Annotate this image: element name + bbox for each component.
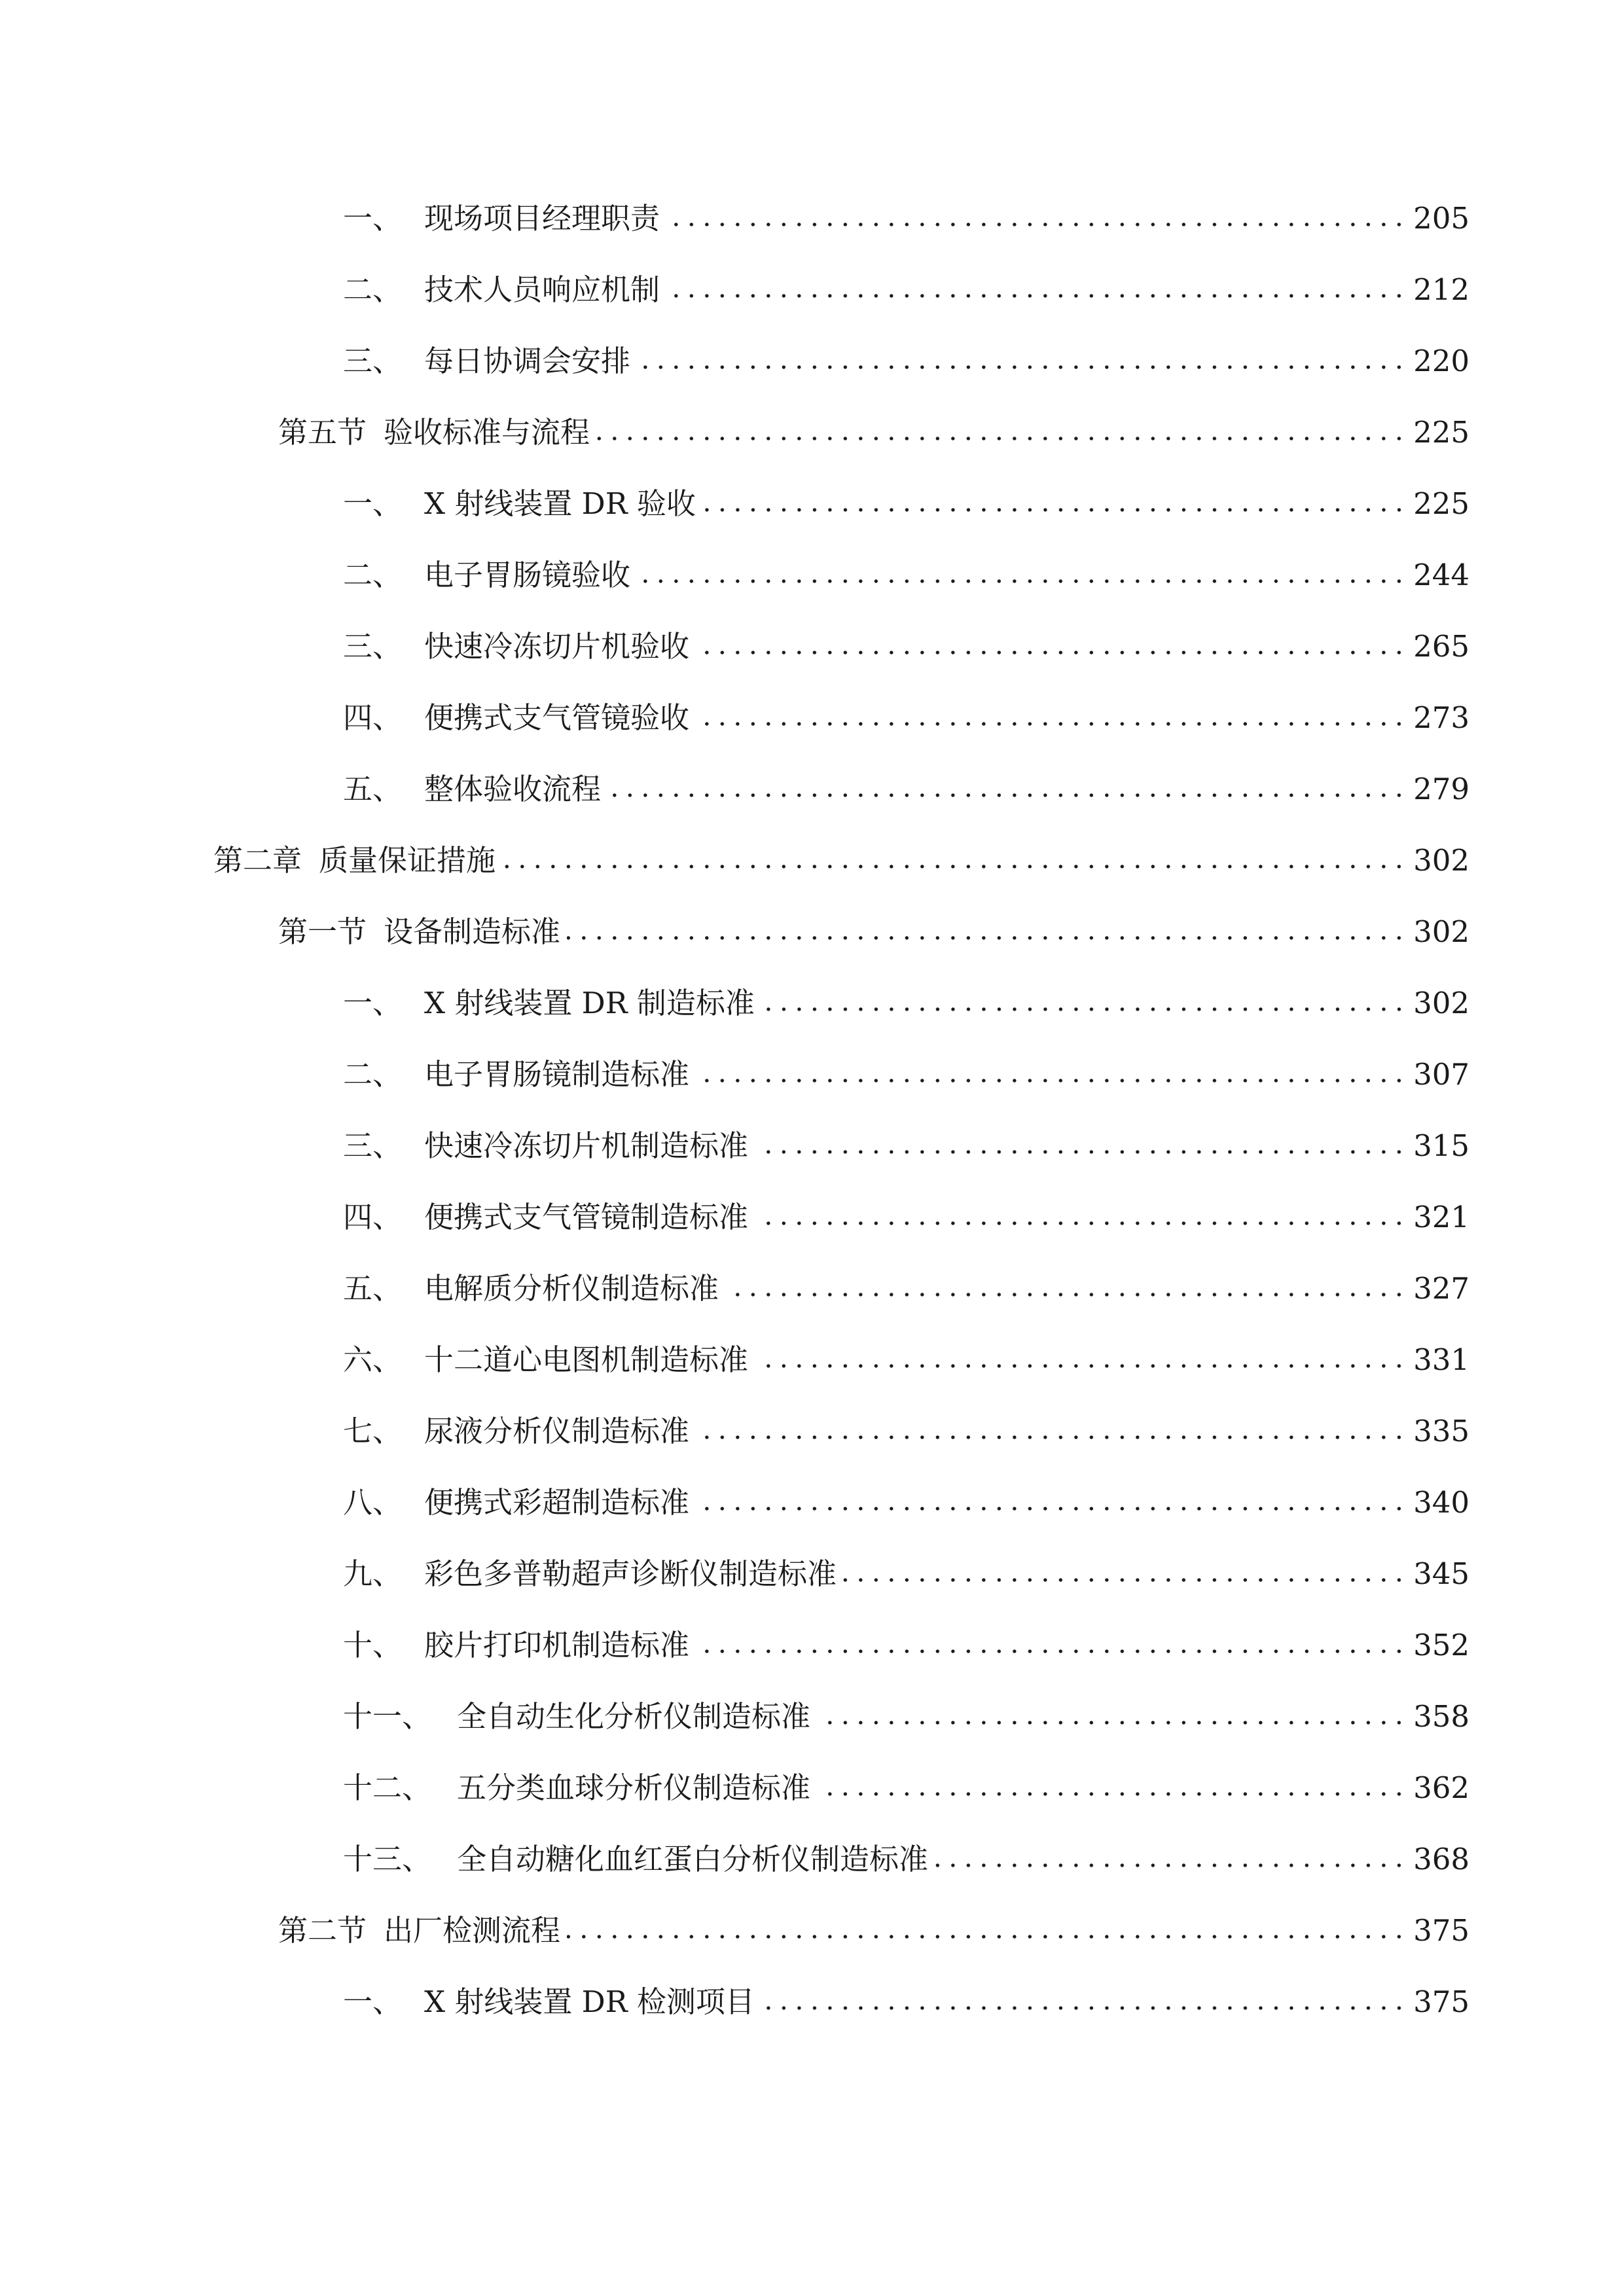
toc-entry-title: 快速冷冻切片机验收 — [424, 629, 690, 664]
toc-entry-page: 358 — [1413, 1699, 1470, 1734]
dot-leader — [817, 1719, 1407, 1727]
toc-entry-number: 二、 — [343, 558, 403, 592]
toc-entry-page: 368 — [1413, 1842, 1470, 1876]
dot-leader — [637, 577, 1407, 585]
toc-entry-title: 电子胃肠镜验收 — [424, 558, 631, 592]
toc-entry-number: 一、 — [343, 1984, 403, 2019]
dot-leader — [567, 1933, 1407, 1941]
toc-entry-number: 十二、 — [343, 1770, 432, 1805]
toc-entry-number: 七、 — [343, 1414, 403, 1448]
dot-leader — [696, 1433, 1407, 1441]
toc-entry-page: 212 — [1413, 272, 1470, 307]
toc-entry-number: 五、 — [343, 1271, 403, 1306]
toc-entry[interactable] — [343, 980, 1470, 1027]
toc-entry-number: 第二章 — [213, 843, 302, 878]
toc-entry[interactable] — [343, 1051, 1470, 1098]
dot-leader — [696, 1505, 1407, 1513]
toc-entry[interactable] — [343, 1408, 1470, 1455]
toc-entry-page: 375 — [1413, 1984, 1470, 2019]
toc-entry[interactable] — [343, 552, 1470, 599]
toc-entry[interactable] — [278, 409, 1470, 456]
toc-entry-page: 315 — [1413, 1128, 1470, 1163]
toc-entry-number: 三、 — [343, 1128, 403, 1163]
toc-entry-title: 全自动生化分析仪制造标准 — [457, 1699, 811, 1734]
toc-entry-number: 三、 — [343, 344, 403, 378]
toc-entry[interactable] — [343, 1122, 1470, 1170]
dot-leader — [843, 1576, 1407, 1584]
toc-entry[interactable] — [343, 1479, 1470, 1526]
dot-leader — [567, 934, 1407, 942]
dot-leader — [935, 1861, 1407, 1869]
toc-entry-number: 一、 — [343, 486, 403, 521]
toc-entry-page: 279 — [1413, 772, 1470, 806]
toc-entry-number: 四、 — [343, 700, 403, 735]
toc-entry-title: X 射线装置 DR 制造标准 — [424, 986, 755, 1020]
toc-entry-title: 彩色多普勒超声诊断仪制造标准 — [424, 1556, 837, 1591]
toc-entry[interactable] — [343, 1194, 1470, 1241]
toc-entry-title: 五分类血球分析仪制造标准 — [457, 1770, 811, 1805]
toc-entry-page: 220 — [1413, 344, 1470, 378]
dot-leader — [761, 1005, 1407, 1013]
toc-entry-title: 全自动糖化血红蛋白分析仪制造标准 — [457, 1842, 929, 1876]
dot-leader — [666, 292, 1407, 300]
toc-entry[interactable] — [343, 766, 1470, 813]
dot-leader — [755, 1362, 1407, 1370]
toc-entry-title: X 射线装置 DR 验收 — [424, 486, 696, 521]
toc-entry-title: 电子胃肠镜制造标准 — [424, 1057, 690, 1092]
dot-leader — [702, 506, 1407, 514]
toc-entry-page: 225 — [1413, 415, 1470, 450]
toc-entry-number: 第五节 — [278, 415, 367, 450]
toc-entry[interactable] — [343, 1336, 1470, 1384]
toc-entry-title: X 射线装置 DR 检测项目 — [424, 1984, 755, 2019]
toc-entry[interactable] — [343, 1265, 1470, 1312]
toc-entry[interactable] — [343, 623, 1470, 670]
toc-entry-title: 出厂检测流程 — [384, 1913, 561, 1948]
toc-entry-number: 十、 — [343, 1628, 403, 1662]
toc-entry-page: 265 — [1413, 629, 1470, 664]
toc-entry-title: 快速冷冻切片机制造标准 — [424, 1128, 749, 1163]
toc-entry-title: 便携式彩超制造标准 — [424, 1485, 690, 1520]
toc-entry-title: 尿液分析仪制造标准 — [424, 1414, 690, 1448]
dot-leader — [755, 1219, 1407, 1227]
toc-entry[interactable] — [343, 1551, 1470, 1598]
toc-entry[interactable] — [343, 1693, 1470, 1740]
dot-leader — [637, 363, 1407, 371]
toc-entry[interactable] — [343, 1622, 1470, 1669]
toc-entry[interactable] — [343, 694, 1470, 742]
toc-entry-page: 375 — [1413, 1913, 1470, 1948]
toc-entry[interactable] — [278, 1907, 1470, 1954]
toc-entry-number: 十三、 — [343, 1842, 432, 1876]
toc-entry-number: 第一节 — [278, 914, 367, 949]
toc-entry-number: 第二节 — [278, 1913, 367, 1948]
dot-leader — [666, 221, 1407, 228]
toc-entry-number: 三、 — [343, 629, 403, 664]
dot-leader — [607, 791, 1407, 799]
toc-entry-title: 质量保证措施 — [319, 843, 496, 878]
dot-leader — [502, 863, 1407, 870]
toc-entry-number: 四、 — [343, 1200, 403, 1234]
toc-entry[interactable] — [343, 266, 1470, 314]
dot-leader — [696, 1077, 1407, 1085]
toc-entry-page: 331 — [1413, 1342, 1470, 1377]
toc-entry-page: 302 — [1413, 986, 1470, 1020]
toc-entry-page: 244 — [1413, 558, 1470, 592]
toc-entry-page: 327 — [1413, 1271, 1470, 1306]
toc-entry-number: 二、 — [343, 1057, 403, 1092]
toc-entry-number: 一、 — [343, 986, 403, 1020]
toc-entry-page: 205 — [1413, 201, 1470, 236]
toc-entry-page: 352 — [1413, 1628, 1470, 1662]
dot-leader — [596, 435, 1407, 442]
toc-entry-page: 321 — [1413, 1200, 1470, 1234]
toc-entry-number: 一、 — [343, 201, 403, 236]
dot-leader — [761, 2004, 1407, 2012]
toc-entry-number: 六、 — [343, 1342, 403, 1377]
toc-entry-page: 307 — [1413, 1057, 1470, 1092]
toc-entry-title: 十二道心电图机制造标准 — [424, 1342, 749, 1377]
toc-entry[interactable] — [343, 1979, 1470, 2026]
toc-entry-page: 345 — [1413, 1556, 1470, 1591]
toc-entry-page: 335 — [1413, 1414, 1470, 1448]
toc-entry[interactable] — [343, 195, 1470, 242]
toc-entry-page: 273 — [1413, 700, 1470, 735]
dot-leader — [696, 720, 1407, 728]
toc-entry-number: 十一、 — [343, 1699, 432, 1734]
toc-entry[interactable] — [343, 480, 1470, 528]
toc-entry-title: 现场项目经理职责 — [424, 201, 660, 236]
toc-entry-page: 302 — [1413, 914, 1470, 949]
toc-entry-number: 二、 — [343, 272, 403, 307]
toc-entry-title: 设备制造标准 — [384, 914, 561, 949]
toc-entry-title: 每日协调会安排 — [424, 344, 631, 378]
toc-entry-title: 整体验收流程 — [424, 772, 602, 806]
toc-entry-page: 362 — [1413, 1770, 1470, 1805]
dot-leader — [755, 1148, 1407, 1156]
toc-entry-number: 八、 — [343, 1485, 403, 1520]
toc-entry-title: 胶片打印机制造标准 — [424, 1628, 690, 1662]
toc-entry[interactable] — [343, 338, 1470, 385]
toc-entry-page: 225 — [1413, 486, 1470, 521]
toc-entry-number: 九、 — [343, 1556, 403, 1591]
toc-entry[interactable] — [343, 1765, 1470, 1812]
toc-entry-title: 便携式支气管镜制造标准 — [424, 1200, 749, 1234]
toc-entry-page: 340 — [1413, 1485, 1470, 1520]
toc-entry-title: 技术人员响应机制 — [424, 272, 660, 307]
dot-leader — [696, 649, 1407, 656]
toc-entry-title: 便携式支气管镜验收 — [424, 700, 690, 735]
dot-leader — [817, 1790, 1407, 1798]
dot-leader — [696, 1647, 1407, 1655]
toc-entry-number: 五、 — [343, 772, 403, 806]
toc-entry-title: 验收标准与流程 — [384, 415, 590, 450]
toc-entry[interactable] — [343, 1836, 1470, 1883]
toc-entry[interactable] — [278, 908, 1470, 956]
toc-entry-title: 电解质分析仪制造标准 — [424, 1271, 719, 1306]
toc-entry-page: 302 — [1413, 843, 1470, 878]
dot-leader — [725, 1291, 1407, 1299]
toc-entry[interactable] — [213, 837, 1470, 884]
